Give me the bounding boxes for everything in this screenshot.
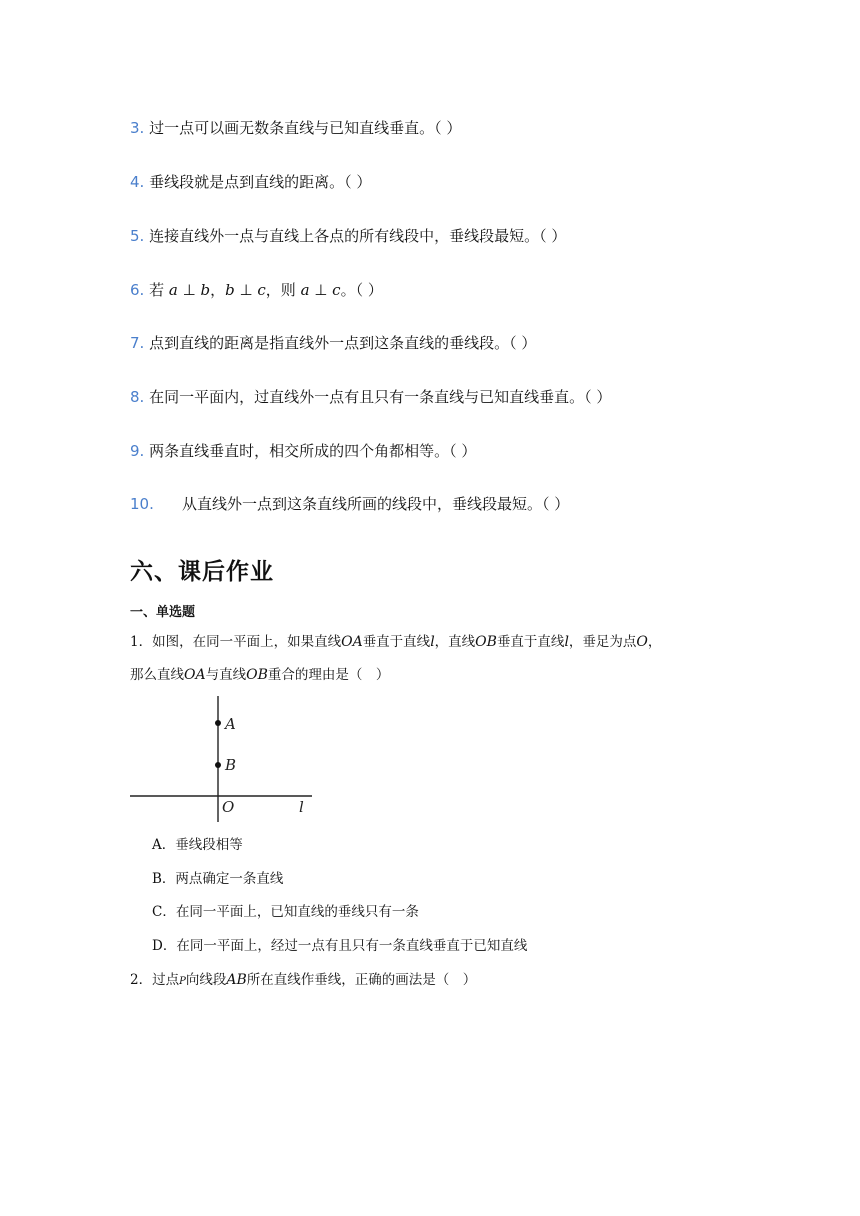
label-a: A	[225, 715, 236, 733]
item-text-comma: ，	[210, 281, 226, 299]
tf-item-5	[130, 226, 566, 246]
math-var: l	[564, 634, 569, 650]
option-d: D．在同一平面上，经过一点有且只有一条直线垂直于已知直线	[152, 938, 528, 954]
tf-item-6	[130, 280, 383, 300]
option-b: B．两点确定一条直线	[152, 871, 284, 887]
math-var: AB	[226, 972, 247, 988]
q1-text: ，垂足为点	[568, 634, 637, 650]
q1-text: ，	[647, 634, 662, 650]
math-var: OA	[184, 667, 206, 683]
label-b: B	[225, 756, 237, 774]
math-var: b	[200, 281, 211, 299]
sub-heading: 一、单选题	[130, 605, 196, 620]
math-var: OB	[475, 634, 497, 650]
item-number: 8.	[130, 388, 145, 406]
tf-item-10	[130, 494, 569, 514]
tf-item-4	[130, 172, 371, 192]
q1-text: 重合的理由是（ ）	[267, 667, 390, 683]
item-text: 点到直线的距离是指直线外一点到这条直线的垂线段。（ ）	[149, 334, 537, 352]
q1-text: ，直线	[434, 634, 476, 650]
point-a	[215, 720, 221, 726]
math-var: OA	[341, 634, 363, 650]
math-var: l	[430, 634, 435, 650]
math-var: OB	[246, 667, 268, 683]
q2-text: 向线段	[185, 972, 227, 988]
q1-text: 1．如图，在同一平面上，如果直线	[130, 634, 342, 650]
tf-item-7	[130, 333, 536, 353]
question-1-line-2	[130, 665, 389, 685]
item-number: 4.	[130, 173, 145, 191]
section-heading: 六、课后作业	[130, 559, 274, 585]
item-text: 从直线外一点到这条直线所画的线段中，垂线段最短。（ ）	[182, 495, 570, 513]
tf-item-3	[130, 118, 461, 138]
math-var: a	[168, 281, 178, 299]
item-number: 3.	[130, 119, 145, 137]
item-number: 5.	[130, 227, 145, 245]
item-text-suffix: 。（ ）	[340, 281, 383, 299]
math-var: O	[636, 634, 648, 650]
tf-item-9	[130, 441, 476, 461]
item-number: 7.	[130, 334, 145, 352]
item-text-prefix: 若	[149, 281, 165, 299]
q1-text: 与直线	[205, 667, 247, 683]
perp-symbol: ⊥	[314, 281, 328, 299]
math-var: a	[300, 281, 310, 299]
item-text: 连接直线外一点与直线上各点的所有线段中，垂线段最短。（ ）	[149, 227, 567, 245]
option-c: C．在同一平面上，已知直线的垂线只有一条	[152, 904, 419, 920]
q2-text: 2．过点	[130, 972, 180, 988]
perp-symbol: ⊥	[182, 281, 196, 299]
question-1-figure	[126, 692, 326, 824]
item-number: 6.	[130, 281, 145, 299]
question-2	[130, 970, 476, 992]
label-o: O	[222, 798, 235, 816]
item-text: 过一点可以画无数条直线与已知直线垂直。（ ）	[149, 119, 462, 137]
perp-symbol: ⊥	[239, 281, 253, 299]
q1-text: 垂直于直线	[496, 634, 565, 650]
question-1-line-1	[130, 632, 661, 652]
q1-text: 那么直线	[130, 667, 184, 683]
q1-text: 垂直于直线	[362, 634, 431, 650]
tf-item-8	[130, 387, 611, 407]
item-number: 10.	[130, 495, 154, 513]
math-var: c	[332, 281, 341, 299]
perpendicular-diagram	[126, 692, 326, 824]
point-b	[215, 762, 221, 768]
option-a: A．垂线段相等	[152, 837, 243, 853]
math-var: c	[257, 281, 266, 299]
item-number: 9.	[130, 442, 145, 460]
q2-text: 所在直线作垂线，正确的画法是（ ）	[246, 972, 477, 988]
label-l: l	[299, 798, 304, 816]
math-var: b	[225, 281, 235, 299]
item-text: 在同一平面内，过直线外一点有且只有一条直线与已知直线垂直。（ ）	[149, 388, 612, 406]
item-text-mid: ，则	[265, 281, 296, 299]
item-text: 两条直线垂直时，相交所成的四个角都相等。（ ）	[149, 442, 477, 460]
item-text: 垂线段就是点到直线的距离。（ ）	[149, 173, 372, 191]
math-var: P	[179, 976, 186, 987]
